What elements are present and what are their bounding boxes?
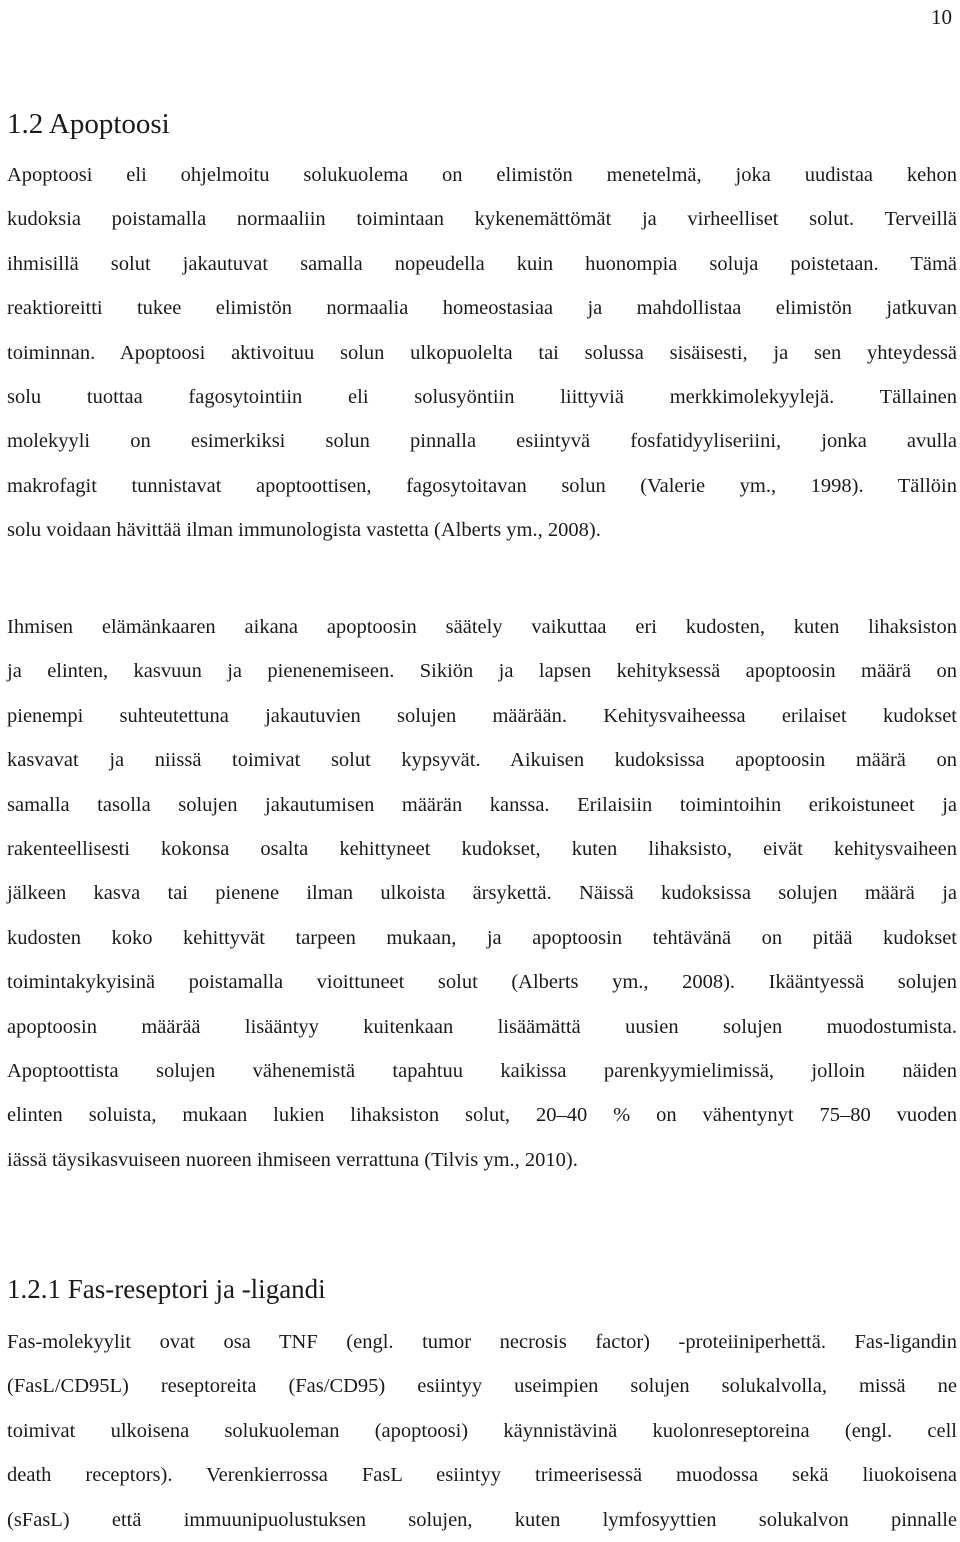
text-line: toimivat ulkoisena solukuoleman (apoptoosi) käynnistävinä kuolonreseptoreina (engl. cell: [7, 1419, 957, 1442]
text-line: toiminnan. Apoptoosi aktivoituu solun ulkopuolelta tai solussa sisäisesti, ja sen yhteydessä: [7, 341, 957, 364]
page-number: 10: [931, 5, 952, 29]
text-line: (sFasL) että immuunipuolustuksen solujen, kuten lymfosyyttien solukalvon pinnalle: [7, 1508, 957, 1531]
text-line: death receptors). Verenkierrossa FasL esiintyy trimeerisessä muodossa sekä liuokoisena: [7, 1464, 957, 1487]
text-line: Ihmisen elämänkaaren aikana apoptoosin säätely vaikuttaa eri kudosten, kuten lihaksiston: [7, 616, 957, 638]
text-line: rakenteellisesti kokonsa osalta kehittyneet kudokset, kuten lihaksisto, eivät kehitysvaiheen: [7, 837, 957, 860]
text-line: Fas-molekyylit ovat osa TNF (engl. tumor necrosis factor) -proteiiniperhettä. Fas-ligandin: [7, 1331, 957, 1353]
text-line: iässä täysikasvuiseen nuoreen ihmiseen verrattuna (Tilvis ym., 2010).: [7, 1148, 578, 1171]
text-line: kasvavat ja niissä toimivat solut kypsyvät. Aikuisen kudoksissa apoptoosin määrä on: [7, 749, 957, 772]
text-line: solu tuottaa fagosytointiin eli solusyöntiin liittyviä merkkimolekyylejä. Tällainen: [7, 385, 957, 408]
text-line: Apoptoottista solujen vähenemistä tapahtuu kaikissa parenkyymielimissä, jolloin näiden: [7, 1059, 957, 1082]
text-line: molekyyli on esimerkiksi solun pinnalla esiintyvä fosfatidyyliseriini, jonka avulla: [7, 430, 957, 453]
text-line: (FasL/CD95L) reseptoreita (Fas/CD95) esiintyy useimpien solujen solukalvolla, missä ne: [7, 1375, 957, 1398]
text-line: ja elinten, kasvuun ja pienenemiseen. Sikiön ja lapsen kehityksessä apoptoosin määrä on: [7, 660, 957, 683]
text-line: pienempi suhteutettuna jakautuvien solujen määrään. Kehitysvaiheessa erilaiset kudokset: [7, 704, 957, 727]
text-line: ihmisillä solut jakautuvat samalla nopeudella kuin huonompia soluja poistetaan. Tämä: [7, 252, 957, 275]
subsection-paragraph-1: [7, 1320, 957, 1542]
text-line: solu voidaan hävittää ilman immunologista vastetta (Alberts ym., 2008).: [7, 519, 601, 542]
section-paragraph-2: [7, 605, 957, 1182]
text-line: makrofagit tunnistavat apoptoottisen, fagosytoitavan solun (Valerie ym., 1998). Tällöin: [7, 474, 957, 497]
text-line: apoptoosin määrää lisääntyy kuitenkaan lisäämättä uusien solujen muodostumista.: [7, 1015, 957, 1038]
text-line: reaktioreitti tukee elimistön normaalia homeostasiaa ja mahdollistaa elimistön jatkuvan: [7, 297, 957, 320]
section-paragraph-1: [7, 153, 957, 553]
text-line: Apoptoosi eli ohjelmoitu solukuolema on elimistön menetelmä, joka uudistaa kehon: [7, 164, 957, 186]
text-line: samalla tasolla solujen jakautumisen määrän kanssa. Erilaisiin toimintoihin erikoistuneet ja: [7, 793, 957, 816]
text-line: kudosten koko kehittyvät tarpeen mukaan, ja apoptoosin tehtävänä on pitää kudokset: [7, 926, 957, 949]
subsection-heading: 1.2.1 Fas-reseptori ja -ligandi: [7, 1274, 326, 1304]
text-line: elinten soluista, mukaan lukien lihaksiston solut, 20–40 % on vähentynyt 75–80 vuoden: [7, 1104, 957, 1127]
section-heading: 1.2 Apoptoosi: [7, 108, 170, 140]
text-line: kudoksia poistamalla normaaliin toimintaan kykenemättömät ja virheelliset solut. Terveillä: [7, 208, 957, 231]
text-line: jälkeen kasva tai pienene ilman ulkoista ärsykettä. Näissä kudoksissa solujen määrä ja: [7, 882, 957, 905]
text-line: toimintakykyisinä poistamalla vioittuneet solut (Alberts ym., 2008). Ikääntyessä solujen: [7, 971, 957, 994]
